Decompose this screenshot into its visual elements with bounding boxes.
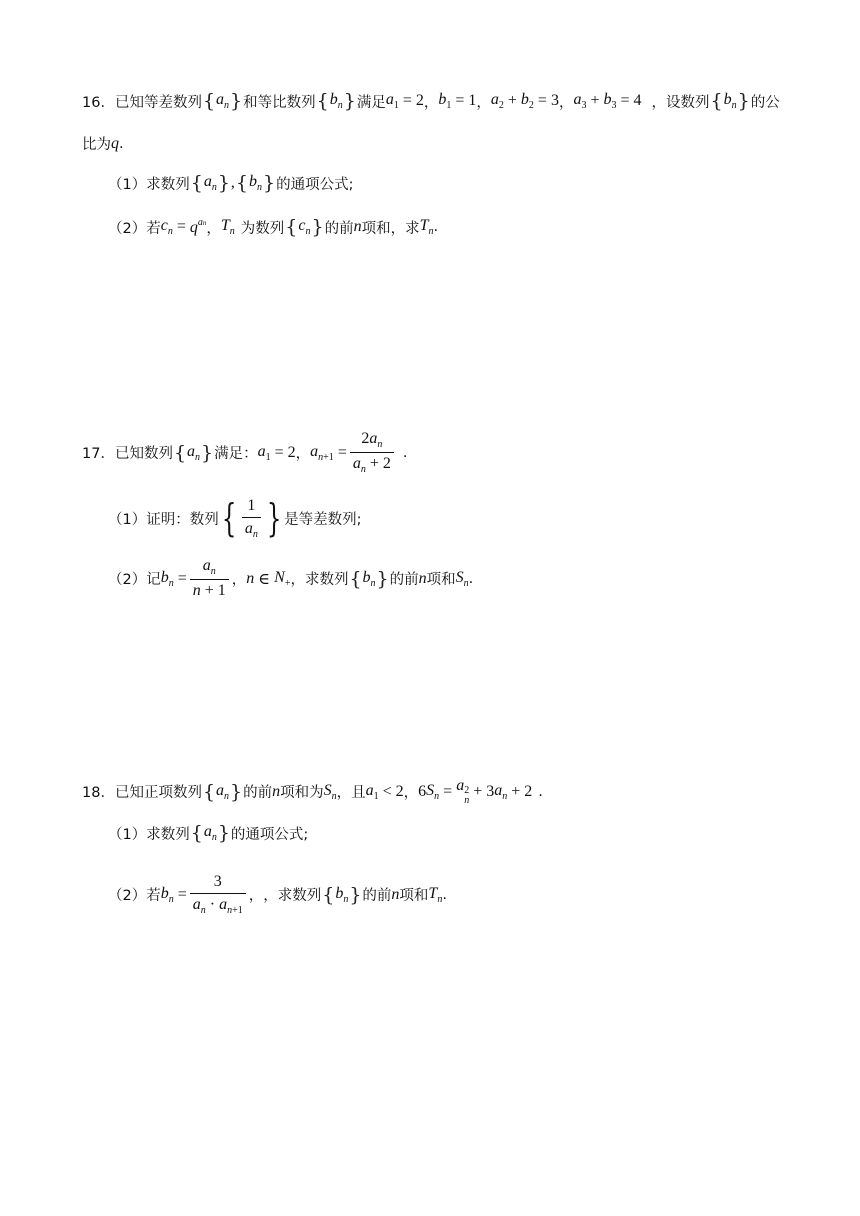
problem-16-stem-cont: 比为 q . — [82, 134, 124, 153]
problem-18-part-2: （2） 若 $b_n$ = $\frac{3}{a_n \cdot a_{n+1}}$ ， ，求数列 { $b_n$ } 的前 n 项和 $T_n$ . — [108, 873, 447, 916]
problem-16-part-1: （1） 求数列 { $a_n$ } , { $b_n$ } 的通项公式; — [108, 172, 354, 194]
problem-16-part-2: （2） 若 $c_n$ = $q^{an}$ ， $T_n$ 为数列 { $c_n$ } 的前 n 项和，求 $T_n$ . — [108, 216, 439, 238]
problem-number: 16． — [82, 94, 115, 111]
problem-18-stem: 18． 已知正项数列 { $a_n$ } 的前 n 项和为 $S_n$ ，且 $a_1$ < 2 ， 6 $S_n$ = a 2 n + 3 $a_n$ + 2 . — [82, 777, 543, 806]
problem-number: 18． — [82, 785, 115, 801]
problem-number: 17． — [82, 446, 115, 462]
problem-17-stem: 17． 已知数列 { $a_n$ } 满足： $a_1$ = 2 ， $a_{n+1}$ = $\frac{2a_n}{a_n + 2}$ . — [82, 430, 408, 475]
problem-18-part-1: （1） 求数列 { $a_n$ } 的通项公式; — [108, 822, 309, 844]
problem-17-part-2: （2） 记 $b_n$ = $\frac{a_n}{n + 1}$ ， n ∈ $N_+$ ，求数列 { $b_n$ } 的前 n 项和 $S_n$ . — [108, 557, 474, 599]
problem-16-stem: 16． 已知等差数列 { $a_n$ } 和等比数列 { $b_n$ } 满足 $a_1$ = 2 ， $b_1$ = 1 ， $a_2$ + $b_2$ = 3 ， $a_3$ + $b_3$ = 4 ，设数列 { $b_n$ } 的公 — [82, 90, 780, 112]
problem-17-part-1: （1） 证明：数列 { $\frac{1}{a_n}$ } 是等差数列; — [108, 496, 362, 540]
